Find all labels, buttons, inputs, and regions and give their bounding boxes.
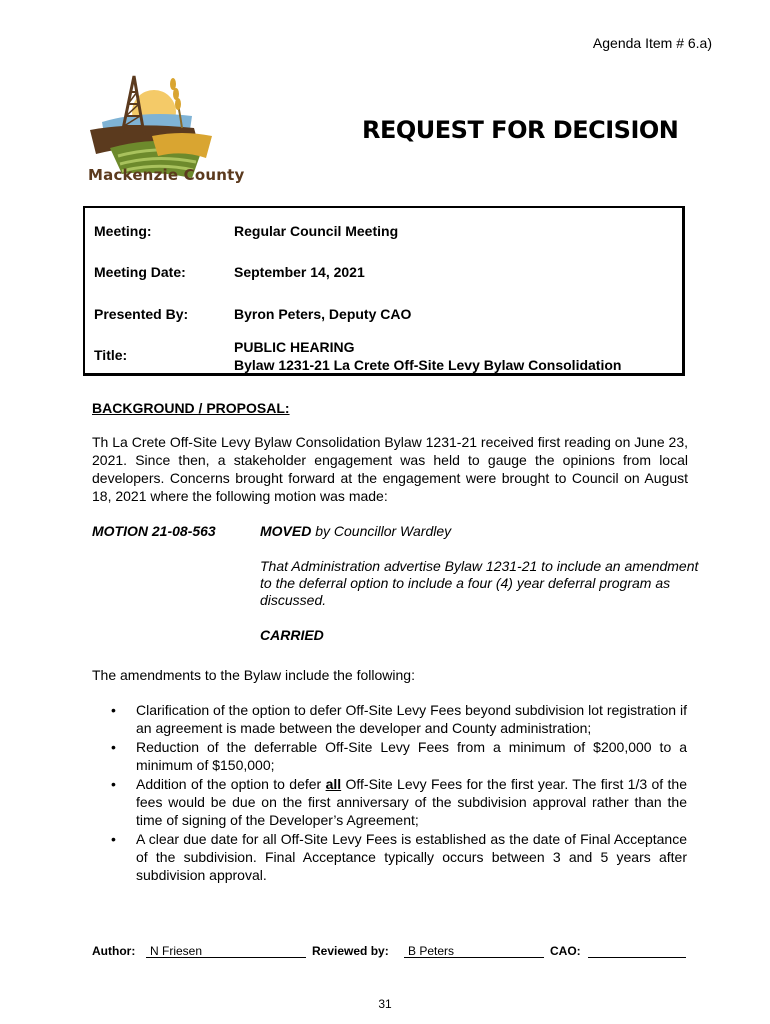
moved-keyword: MOVED	[260, 523, 312, 539]
cao-label: CAO:	[550, 944, 581, 958]
reviewed-by-label: Reviewed by:	[312, 944, 389, 958]
amendments-list	[107, 701, 687, 885]
bullet-icon: •	[111, 739, 116, 755]
motion-body	[260, 523, 700, 662]
cao-value	[588, 944, 686, 958]
amendment-text: A clear due date for all Off-Site Levy Fees is established as the date of Final Acceptance of the subdivision. Final Acceptance typically occurs between 3 and 5 years after subdivision approval.	[136, 831, 687, 883]
agenda-item-label: Agenda Item # 6.a)	[592, 35, 712, 51]
list-item	[107, 830, 687, 884]
motion-carried: CARRIED	[260, 627, 324, 643]
list-item	[107, 775, 687, 829]
meeting-info-box	[83, 206, 685, 376]
list-item	[107, 738, 687, 774]
title-line-1: PUBLIC HEARING	[234, 339, 355, 355]
amendment-text: Reduction of the deferrable Off-Site Levy Fees from a minimum of $200,000 to a minimum of $150,000;	[136, 739, 687, 773]
motion-number: MOTION 21-08-563	[92, 523, 216, 539]
author-label: Author:	[92, 944, 136, 958]
moved-by: by Councillor Wardley	[311, 523, 452, 539]
meeting-label: Meeting:	[94, 223, 152, 239]
author-value: N Friesen	[146, 944, 306, 958]
title-label: Title:	[94, 347, 128, 363]
meeting-value: Regular Council Meeting	[234, 223, 399, 239]
bullet-icon: •	[111, 776, 116, 792]
meeting-date-value: September 14, 2021	[234, 264, 365, 280]
motion-moved	[260, 523, 700, 540]
background-heading: BACKGROUND / PROPOSAL:	[92, 400, 290, 416]
document-title: REQUEST FOR DECISION	[362, 116, 679, 144]
bullet-icon: •	[111, 831, 116, 847]
reviewed-by-value: B Peters	[404, 944, 544, 958]
amendment-emphasis: all	[325, 776, 342, 792]
title-line-2: Bylaw 1231-21 La Crete Off-Site Levy Bylaw Consolidation	[234, 357, 622, 373]
meeting-date-label: Meeting Date:	[94, 264, 186, 280]
amendment-text: Addition of the option to defer	[136, 776, 326, 792]
list-item	[107, 701, 687, 737]
presented-by-label: Presented By:	[94, 306, 189, 322]
background-paragraph: Th La Crete Off-Site Levy Bylaw Consolidation Bylaw 1231-21 received first reading on June 23, 2021. Since then, a stakeholder engagement was held to gauge the opinions from local developers. Concerns brought forward at the engagement were brought to Council on August 18, 2021 where the following motion was made:	[92, 434, 688, 504]
amendments-intro: The amendments to the Bylaw include the following:	[92, 667, 415, 683]
motion-text: That Administration advertise Bylaw 1231-21 to include an amendment to the deferral option to include a four (4) year deferral program as discussed.	[260, 558, 699, 608]
logo-wordmark: Mackenzie County	[88, 166, 245, 184]
bullet-icon: •	[111, 702, 116, 718]
amendment-text: Off-Site Levy Fees for the first year. The first 1/3 of the fees would be due on the first anniversary of the subdivision approval rather than the time of signing of the Developer’s Agreement;	[136, 776, 687, 828]
presented-by-value: Byron Peters, Deputy CAO	[234, 306, 412, 322]
amendment-text: Clarification of the option to defer Off-Site Levy Fees beyond subdivision lot registration if an agreement is made between the developer and County administration;	[136, 702, 687, 736]
page-number: 31	[378, 997, 392, 1011]
